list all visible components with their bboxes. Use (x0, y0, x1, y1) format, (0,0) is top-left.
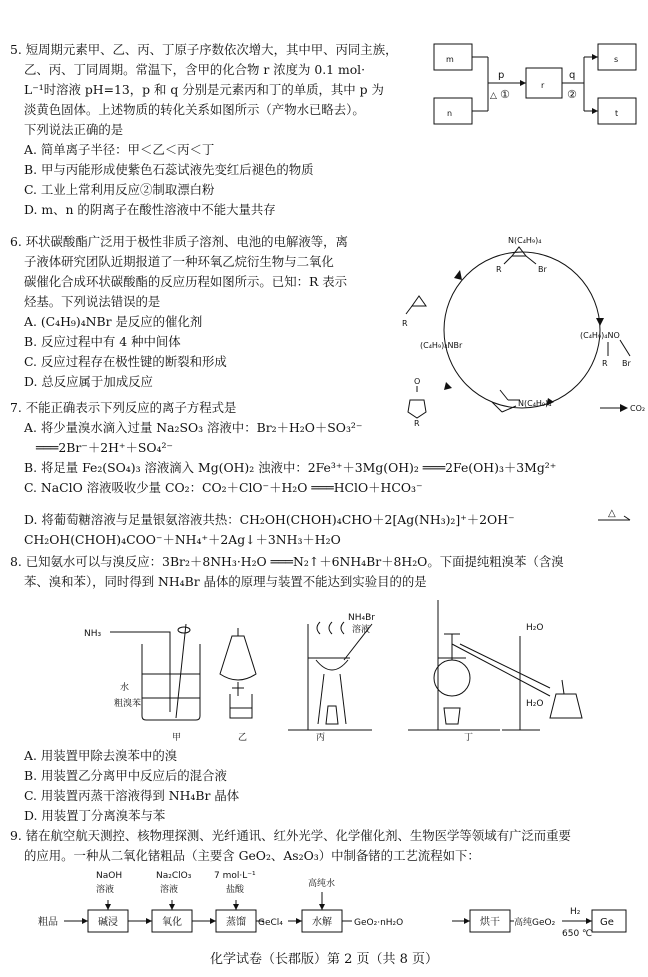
q9-step-3: 蒸馏 (226, 917, 246, 928)
q5-option-b: B. 甲与丙能形成使紫色石蕊试液先变红后褪色的物质 (24, 162, 314, 177)
q6-label-co2: CO₂ (630, 404, 646, 413)
q5-heat: △ (490, 91, 497, 101)
q6-label-o: O (414, 377, 421, 386)
q9-reagent-3a: 7 mol·L⁻¹ (214, 871, 256, 881)
q6-label-r-top: R (496, 265, 502, 274)
q6-label-br-right: Br (622, 359, 631, 368)
q9-mid-3: 高纯GeO₂ (514, 918, 556, 928)
q5-arrow-q: q (569, 70, 576, 81)
q7-option-b: B. 将足量 Fe₂(SO₄)₃ 溶液滴入 Mg(OH)₂ 浊液中：2Fe³⁺＋3Mg(OH)₂ ═══2Fe(OH)₃＋3Mg²⁺ (24, 460, 557, 475)
q8-label-nh3: NH₃ (84, 629, 102, 639)
q5-line-4: 淡黄色固体。上述物质的转化关系如图所示（产物水已略去）。 (24, 102, 365, 117)
page-footer: 化学试卷（长郡版）第 2 页（共 8 页） (209, 952, 439, 967)
q6-option-a: A. (C₄H₉)₄NBr 是反应的催化剂 (24, 314, 203, 329)
q8-label-jia: 甲 (172, 733, 182, 743)
q5-box-s: s (614, 55, 619, 64)
q9-reagent-4: 高纯水 (308, 879, 336, 889)
q6-label-r-left: R (402, 319, 408, 328)
q9-reagent-1a: NaOH (96, 871, 123, 881)
q6-catalytic-cycle (402, 230, 646, 428)
q9-reagent-2b: 溶液 (160, 885, 179, 895)
q9-step-5: 烘干 (480, 917, 500, 928)
q5-option-d: D. m、n 的阴离子在酸性溶液中不能大量共存 (24, 202, 276, 217)
q9-process-flow (18, 864, 630, 940)
q8-label-nh4br: NH₄Br (348, 613, 375, 623)
q6-label-r-right: R (602, 359, 608, 368)
q6-label-r-bottom: R (414, 419, 420, 428)
q9-mid-1: GeCl₄ (258, 918, 283, 928)
q8-label-h2o-bottom: H₂O (526, 699, 544, 709)
q8-label-h2o-top: H₂O (526, 623, 544, 633)
q5-box-m: m (446, 55, 454, 64)
q6-label-bottom: N(C₄H₉)₄ (518, 399, 552, 408)
q5-box-r: r (541, 81, 545, 90)
q9-step-1: 碱浸 (98, 917, 118, 928)
q6-label-br-top: Br (538, 265, 547, 274)
q5-option-a: A. 简单离子半径：甲＜乙＜丙＜丁 (24, 142, 215, 157)
q8-line-2: 苯、溴和苯），同时得到 NH₄Br 晶体的原理与装置不能达到实验目的的是 (24, 574, 427, 589)
q8-label-water: 水 (120, 683, 130, 693)
q7-lead: 7. 不能正确表示下列反应的离子方程式是 (10, 400, 237, 415)
q5-line-1: 5. 短周期元素甲、乙、丙、丁原子序数依次增大，其中甲、丙同主族， (10, 42, 398, 57)
q8-label-yi: 乙 (238, 733, 248, 743)
q8-label-bing: 丙 (316, 733, 326, 743)
q5-line-2: 乙、丙、丁同周期。常温下，含甲的化合物 r 浓度为 0.1 mol· (24, 62, 366, 77)
q9-reagent-3b: 盐酸 (226, 885, 245, 895)
q9-temp: 650 ℃ (562, 929, 593, 939)
q6-option-c: C. 反应过程存在极性键的断裂和形成 (24, 354, 227, 369)
q7-option-d: D. 将葡萄糖溶液与足量银氨溶液共热：CH₂OH(CHOH)₄CHO＋2[Ag(NH₃)₂]⁺＋2OH⁻ (24, 512, 515, 527)
q5-arrow-2: ② (567, 88, 577, 101)
q8-label-solution: 溶液 (352, 625, 371, 635)
q8-option-b: B. 用装置乙分离甲中反应后的混合液 (24, 768, 227, 783)
q8-apparatus (80, 594, 620, 744)
q7-option-a-cont: ═══2Br⁻＋2H⁺＋SO₄²⁻ (36, 440, 173, 455)
q9-mid-2: GeO₂·nH₂O (354, 918, 404, 928)
svg-text:△: △ (608, 508, 616, 519)
q8-option-d: D. 用装置丁分离溴苯与苯 (24, 808, 166, 823)
q5-line-3: L⁻¹时溶液 pH=13，p 和 q 分别是元素丙和丁的单质，其中 p 为 (24, 82, 384, 97)
q5-box-t: t (615, 109, 619, 118)
q9-line-1: 9. 锗在航空航天测控、核物理探测、光纤通讯、红外光学、化学催化剂、生物医学等领域有广泛而重要 (10, 828, 571, 843)
q5-box-n: n (447, 109, 453, 118)
q6-label-left: (C₄H₉)₄NBr (420, 341, 463, 350)
q5-arrow-p: p (498, 70, 505, 81)
q8-label-ding: 丁 (464, 733, 474, 743)
q9-start: 粗品 (38, 917, 58, 928)
q7-option-c: C. NaClO 溶液吸收少量 CO₂：CO₂＋ClO⁻＋H₂O ═══HClO＋HCO₃⁻ (24, 480, 423, 495)
q5-transformation-diagram (430, 40, 640, 130)
q9-reagent-1b: 溶液 (96, 885, 115, 895)
q9-line-2: 的应用。一种从二氧化锗粗品（主要含 GeO₂、As₂O₃）中制备锗的工艺流程如下： (24, 848, 480, 863)
q6-line-2: 子液体研究团队近期报道了一种环氧乙烷衍生物与二氧化 (24, 254, 334, 269)
q9-step-4: 水解 (312, 917, 332, 928)
q6-option-b: B. 反应过程中有 4 种中间体 (24, 334, 181, 349)
q6-line-4: 烃基。下列说法错误的是 (24, 294, 161, 309)
q9-h2: H₂ (570, 907, 581, 917)
q6-line-3: 碳催化合成环状碳酸酯的反应历程如图所示。已知：R 表示 (24, 274, 348, 289)
q7-option-a: A. 将少量溴水滴入过量 Na₂SO₃ 溶液中：Br₂＋H₂O＋SO₃²⁻ (24, 420, 363, 435)
q5-arrow-1: ① (500, 88, 510, 101)
q5-option-c: C. 工业上常利用反应②制取漂白粉 (24, 182, 215, 197)
q6-line-1: 6. 环状碳酸酯广泛用于极性非质子溶剂、电池的电解液等，离 (10, 234, 348, 249)
q8-option-a: A. 用装置甲除去溴苯中的溴 (24, 748, 178, 763)
q6-option-d: D. 总反应属于加成反应 (24, 374, 153, 389)
q9-step-2: 氧化 (162, 917, 182, 928)
q7-option-d-cont: CH₂OH(CHOH)₄COO⁻＋NH₄⁺＋2Ag↓＋3NH₃＋H₂O (24, 532, 341, 547)
q5-line-5: 下列说法正确的是 (24, 122, 124, 137)
q9-reagent-2a: Na₂ClO₃ (156, 871, 192, 881)
q6-label-top: N(C₄H₉)₄ (508, 236, 542, 245)
q9-end: Ge (600, 917, 614, 928)
q6-label-right: (C₄H₉)₄NO (580, 331, 620, 340)
q8-option-c: C. 用装置丙蒸干溶液得到 NH₄Br 晶体 (24, 788, 240, 803)
q8-line-1: 8. 已知氨水可以与溴反应：3Br₂＋8NH₃·H₂O ═══N₂↑＋6NH₄Br＋8H₂O。下面提纯粗溴苯（含溴 (10, 554, 564, 569)
q7-heat-arrow (596, 506, 636, 526)
q8-label-crude: 粗溴苯 (114, 699, 142, 709)
